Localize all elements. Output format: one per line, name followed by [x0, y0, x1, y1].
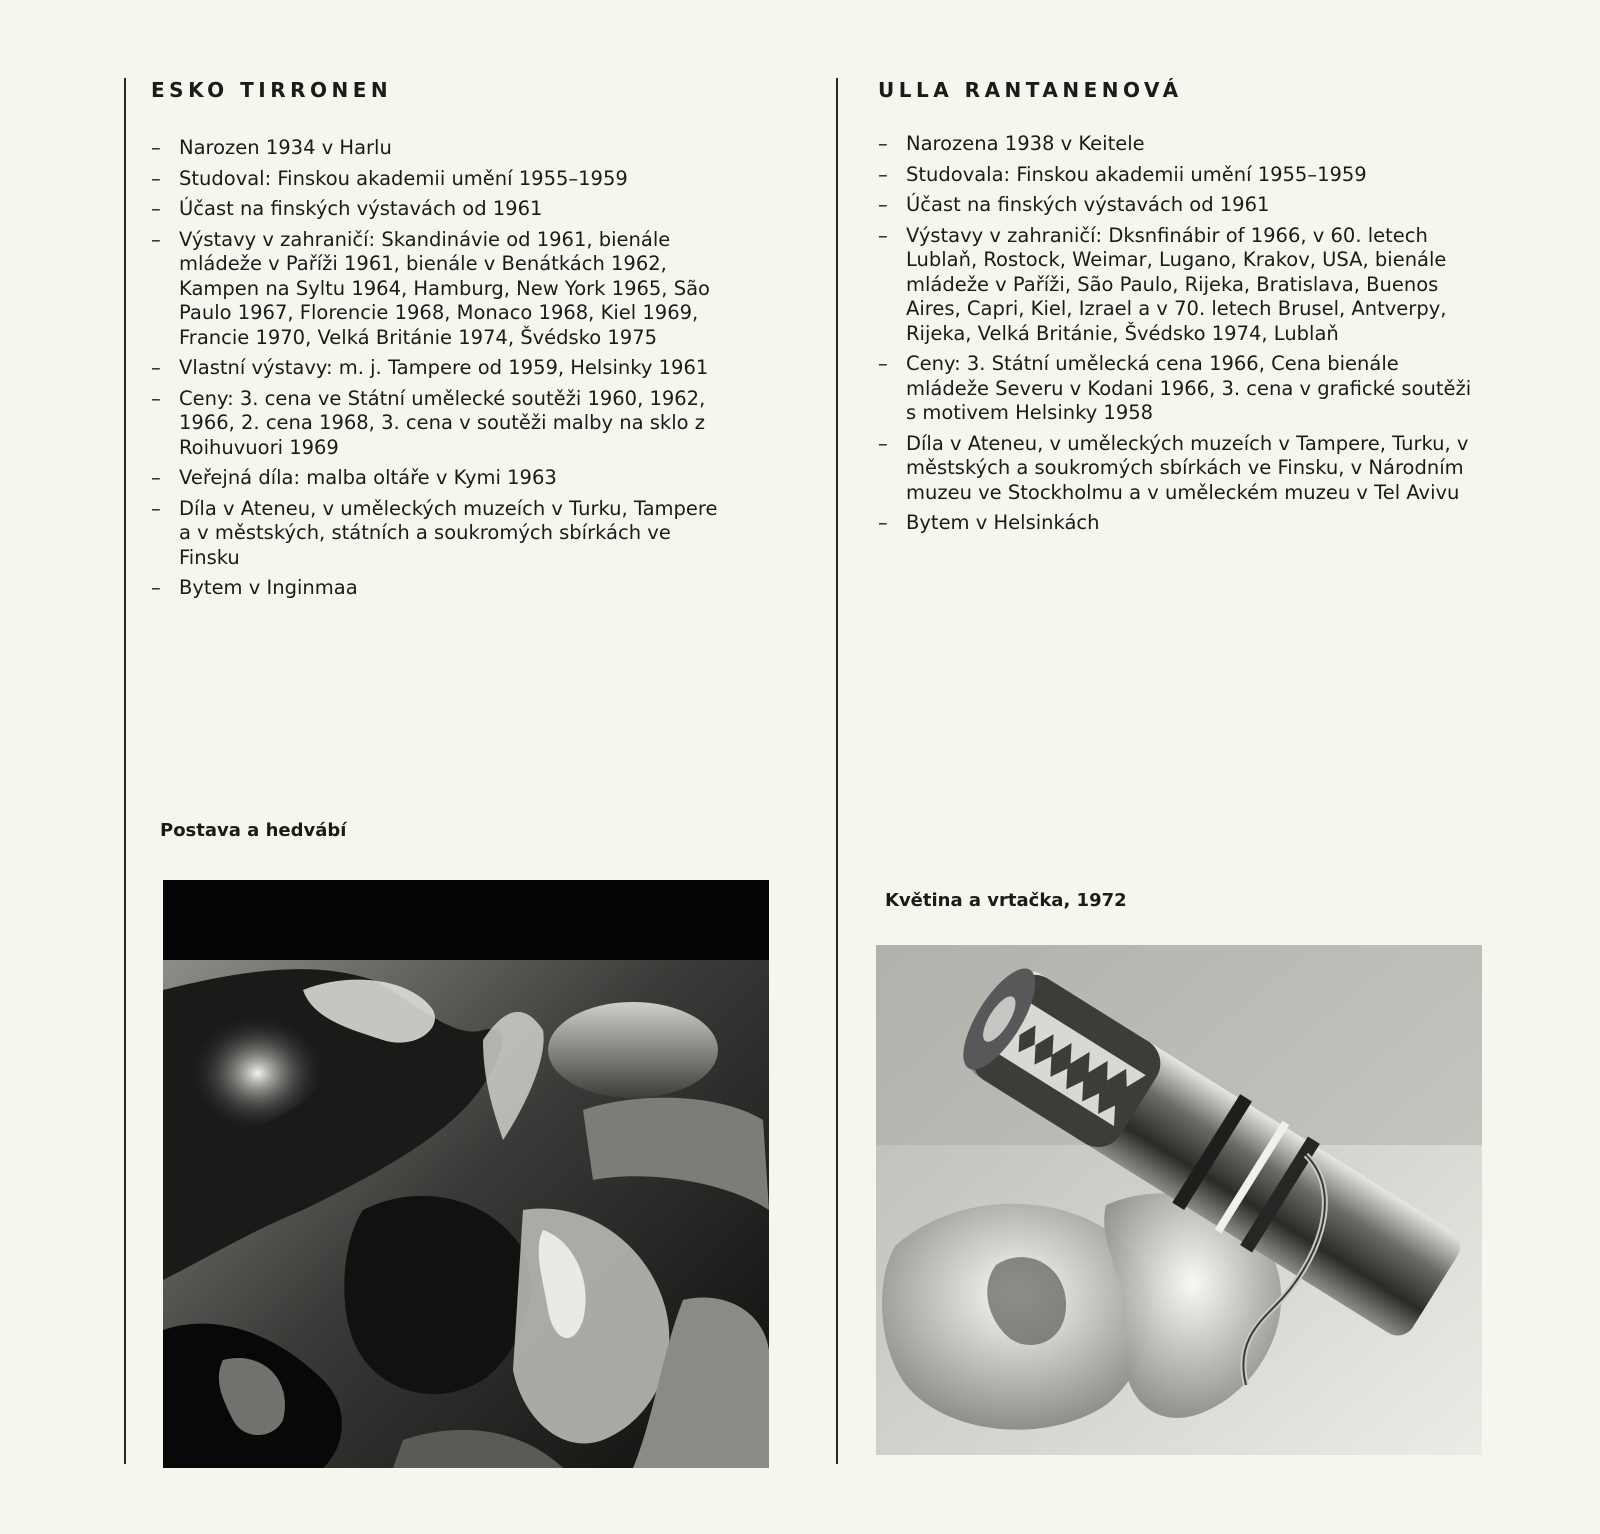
list-dash: –: [151, 166, 161, 190]
bio-item: – Výstavy v zahraničí: Skandinávie od 1961, bienále mládeže v Paříži 1961, bienále v Benátkách 1962, Kampen na Syltu 1964, Hamburg, New York 1965, São Paulo 1967, Florencie 1968, Monaco 1968, Kiel 1969, Francie 1970, Velká Británie 1974, Švédsko 1975: [151, 227, 710, 349]
list-dash: –: [151, 496, 161, 520]
artwork-photo-figure-and-silk: [163, 880, 769, 1468]
bio-item: – Díla v Ateneu, v uměleckých muzeích v Tampere, Turku, v městských a soukromých sbírkách ve Finsku, v Národním muzeu ve Stockholmu a v uměleckém muzeu v Tel Avivu: [878, 431, 1469, 504]
bio-item: – Vlastní výstavy: m. j. Tampere od 1959, Helsinky 1961: [151, 356, 709, 379]
list-dash: –: [878, 223, 888, 247]
list-dash: –: [878, 132, 888, 155]
bio-item: – Bytem v Inginmaa: [151, 576, 358, 599]
center-column-rule: [836, 78, 838, 1464]
list-dash: –: [151, 197, 161, 220]
left-column-rule: [124, 78, 126, 1464]
bio-item: – Ceny: 3. cena ve Státní umělecké soutěži 1960, 1962, 1966, 2. cena 1968, 3. cena v soutěži malby na sklo z Roihuvuori 1969: [151, 386, 706, 459]
artist-column-esko-tirronen: [151, 78, 731, 607]
bio-item: – Narozena 1938 v Keitele: [878, 132, 1145, 155]
bio-item: – Studovala: Finskou akademii umění 1955–1959: [878, 162, 1367, 186]
bio-item: – Bytem v Helsinkách: [878, 511, 1100, 534]
list-dash: –: [151, 576, 161, 599]
list-dash: –: [151, 386, 161, 410]
bio-item: – Ceny: 3. Státní umělecká cena 1966, Cena bienále mládeže Severu v Kodani 1966, 3. cena v grafické soutěži s motivem Helsinky 1958: [878, 352, 1472, 424]
list-dash: –: [151, 136, 161, 159]
bio-item: – Účast na finských výstavách od 1961: [878, 193, 1270, 216]
list-dash: –: [878, 352, 888, 375]
bio-item: – Studoval: Finskou akademii umění 1955–1959: [151, 166, 628, 190]
list-dash: –: [878, 193, 888, 216]
artist-name: ESKO TIRRONEN: [151, 78, 393, 102]
list-dash: –: [151, 227, 161, 251]
list-dash: –: [878, 511, 888, 534]
bio-item: – Účast na finských výstavách od 1961: [151, 197, 543, 220]
artwork-caption-left: Postava a hedvábí: [160, 820, 347, 841]
artwork-photo-flower-and-drill: [876, 945, 1482, 1455]
list-dash: –: [878, 431, 888, 455]
list-dash: –: [151, 466, 161, 489]
list-dash: –: [878, 162, 888, 186]
bio-item: – Veřejná díla: malba oltáře v Kymi 1963: [151, 466, 557, 489]
artwork-caption-right: Květina a vrtačka, 1972: [885, 890, 1127, 911]
bio-item: – Narozen 1934 v Harlu: [151, 136, 392, 159]
biography-list: [151, 136, 731, 601]
biography-list: [878, 132, 1478, 536]
artist-column-ulla-rantanenova: [878, 78, 1478, 542]
list-dash: –: [151, 356, 161, 379]
bio-item: – Díla v Ateneu, v uměleckých muzeích v Turku, Tampere a v městských, státních a soukromých sbírkách ve Finsku: [151, 496, 718, 569]
artist-name: ULLA RANTANENOVÁ: [878, 78, 1183, 102]
bio-item: – Výstavy v zahraničí: Dksnfinábir of 1966, v 60. letech Lublaň, Rostock, Weimar, Lugano, Krakov, USA, bienále mládeže v Paříži, São Paulo, Rijeka, Bratislava, Buenos Aires, Capri, Kiel, Izrael a v 70. letech Brusel, Antverpy, Rijeka, Velká Británie, Švédsko 1974, Lublaň: [878, 223, 1447, 345]
